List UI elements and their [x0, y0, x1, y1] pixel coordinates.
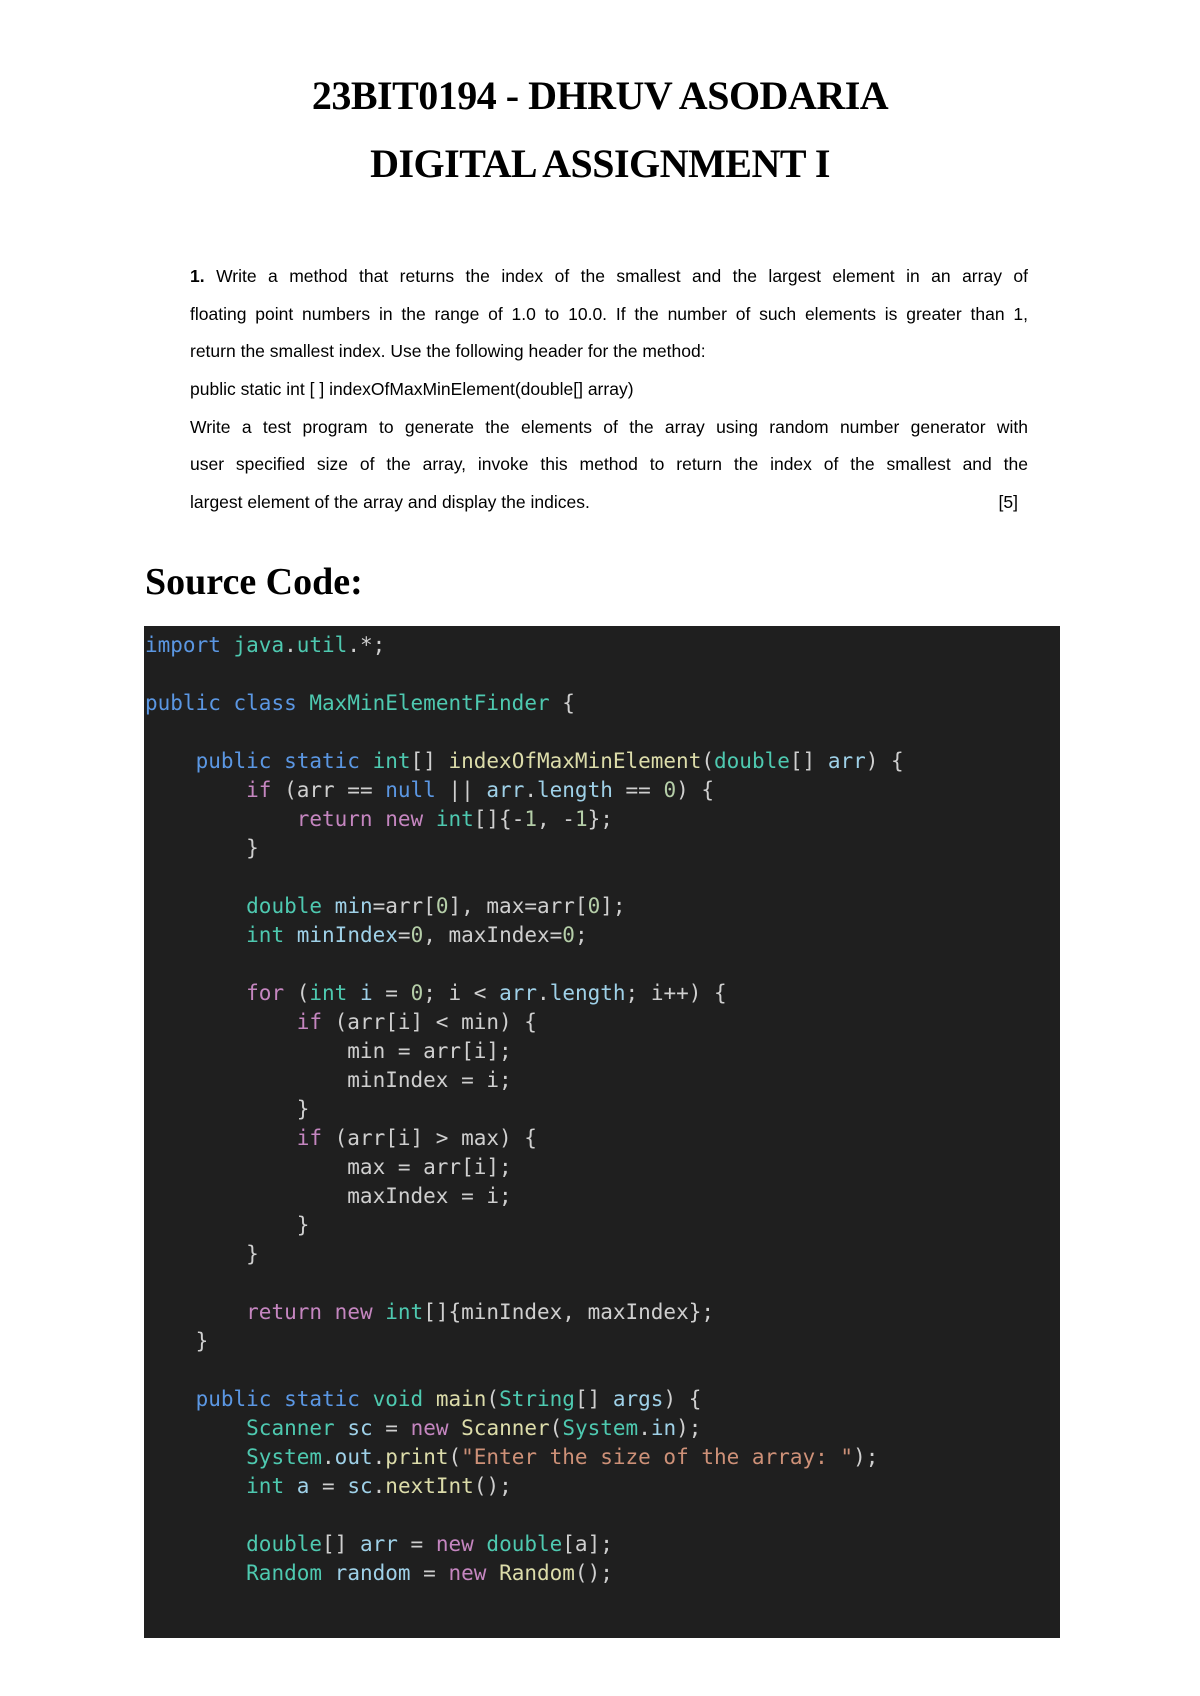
code-listing: [145, 631, 904, 1588]
code-token: [145, 749, 196, 773]
code-token: 1: [524, 807, 537, 831]
marks-label: [5]: [998, 492, 1018, 513]
code-token: []: [322, 1532, 360, 1556]
code-token: maxIndex = i;: [145, 1184, 512, 1208]
code-token: System: [562, 1416, 639, 1440]
code-token: Scanner: [246, 1416, 335, 1440]
code-token: [322, 1300, 335, 1324]
code-token: [145, 1474, 246, 1498]
code-token: return: [246, 1300, 323, 1324]
code-token: []: [410, 749, 449, 773]
code-token: if: [296, 1126, 323, 1150]
code-token: arr: [359, 1532, 398, 1556]
code-token: arr: [499, 981, 538, 1005]
code-token: if: [246, 778, 272, 802]
code-token: new: [385, 807, 424, 831]
code-token: (: [701, 749, 715, 773]
code-token: .: [372, 1474, 386, 1498]
code-token: [322, 894, 335, 918]
code-token: min: [334, 894, 373, 918]
code-token: minIndex: [296, 923, 398, 947]
code-token: 0: [435, 894, 449, 918]
code-line: [145, 834, 904, 863]
assignment-title: DIGITAL ASSIGNMENT I: [370, 141, 830, 186]
code-token: [221, 633, 234, 657]
code-token: [145, 923, 246, 947]
code-token: util: [296, 633, 348, 657]
code-token: [284, 923, 297, 947]
code-token: [373, 1300, 386, 1324]
code-token: java: [233, 633, 285, 657]
student-name-heading: 23BIT0194 - DHRUV ASODARIA: [311, 73, 889, 118]
code-token: =: [397, 923, 411, 947]
code-line: [145, 689, 904, 718]
code-token: 0: [562, 923, 575, 947]
code-token: }: [145, 1213, 310, 1237]
code-token: 1: [574, 807, 588, 831]
code-token: nextInt: [385, 1474, 474, 1498]
code-token: }: [145, 1242, 259, 1266]
code-token: , maxIndex=: [423, 923, 563, 947]
code-token: (: [448, 1445, 462, 1469]
code-token: "Enter the size of the array: ": [461, 1445, 854, 1469]
code-token: [145, 1561, 246, 1585]
code-token: []{-: [473, 807, 525, 831]
code-line: [145, 631, 904, 660]
code-token: [145, 981, 246, 1005]
code-token: .: [524, 778, 537, 802]
code-token: ;: [574, 923, 588, 947]
code-token: out: [334, 1445, 373, 1469]
code-token: random: [334, 1561, 411, 1585]
code-token: ; i++) {: [625, 981, 727, 1005]
method-header-line: public static int [ ] indexOfMaxMinElement(double[] array): [190, 379, 634, 400]
code-token: );: [853, 1445, 879, 1469]
code-token: indexOfMaxMinElement: [448, 749, 702, 773]
code-token: ) {: [865, 749, 904, 773]
code-line: [145, 1530, 904, 1559]
code-token: 0: [587, 894, 601, 918]
question-line-5: Write a test program to generate the elements of the array using random number generator with: [190, 416, 1028, 437]
code-line: [145, 1443, 904, 1472]
question-line-2: floating point numbers in the range of 1.0 to 10.0. If the number of such elements is greater than 1,: [190, 303, 1028, 324]
code-token: [221, 691, 234, 715]
code-token: int: [246, 1474, 285, 1498]
code-token: [145, 1300, 246, 1324]
code-token: arr: [486, 778, 525, 802]
code-line: [145, 1211, 904, 1240]
question-line-7: [190, 484, 1028, 522]
code-token: System: [246, 1445, 323, 1469]
code-token: =: [372, 981, 411, 1005]
code-token: (arr[i] > max) {: [322, 1126, 537, 1150]
code-token: .: [638, 1416, 651, 1440]
code-token: [145, 1010, 297, 1034]
code-token: double: [486, 1532, 563, 1556]
code-token: args: [612, 1387, 664, 1411]
code-token: new: [410, 1416, 449, 1440]
code-line: [145, 1124, 904, 1153]
code-token: int: [372, 749, 411, 773]
code-token: length: [549, 981, 626, 1005]
question-text-1: Write a method that returns the index of the smallest and the largest element in an array of: [216, 266, 1028, 286]
code-line: [145, 1037, 904, 1066]
code-token: Scanner: [461, 1416, 550, 1440]
code-token: [145, 1416, 246, 1440]
code-token: (: [486, 1387, 500, 1411]
code-token: .: [372, 1445, 386, 1469]
code-token: }: [145, 1097, 310, 1121]
code-token: import: [145, 633, 221, 657]
code-token: {: [549, 691, 575, 715]
code-token: ();: [574, 1561, 613, 1585]
code-token: public: [145, 691, 221, 715]
code-block: [144, 626, 1060, 1638]
code-token: int: [246, 923, 285, 947]
code-line: [145, 1472, 904, 1501]
question-line-3: return the smallest index. Use the following header for the method:: [190, 341, 706, 362]
code-line: [145, 1501, 904, 1530]
code-token: 0: [410, 923, 424, 947]
code-token: , -: [537, 807, 575, 831]
code-line: [145, 718, 904, 747]
code-token: 0: [663, 778, 677, 802]
code-token: minIndex = i;: [145, 1068, 512, 1092]
code-token: =: [397, 1532, 436, 1556]
code-token: []: [574, 1387, 613, 1411]
code-token: arr: [827, 749, 866, 773]
code-line: [145, 1095, 904, 1124]
code-token: String: [499, 1387, 575, 1411]
code-token: Random: [499, 1561, 575, 1585]
code-token: class: [233, 691, 297, 715]
code-token: );: [676, 1416, 702, 1440]
code-token: [a];: [562, 1532, 613, 1556]
code-token: ], max=arr[: [448, 894, 588, 918]
code-token: [347, 981, 360, 1005]
code-token: int: [309, 981, 348, 1005]
code-token: [297, 691, 310, 715]
code-token: [335, 1416, 348, 1440]
question-text-7: largest element of the array and display the indices.: [190, 492, 590, 513]
code-token: [322, 1561, 335, 1585]
code-token: [145, 894, 246, 918]
code-token: [271, 1387, 284, 1411]
code-token: ();: [473, 1474, 512, 1498]
code-token: if: [296, 1010, 323, 1034]
code-token: [145, 1126, 297, 1150]
code-line: [145, 1385, 904, 1414]
question-number: 1.: [190, 266, 205, 286]
code-token: new: [448, 1561, 487, 1585]
code-token: for: [246, 981, 285, 1005]
code-token: [486, 1561, 499, 1585]
code-token: ; i <: [423, 981, 500, 1005]
source-code-heading: Source Code:: [145, 561, 363, 603]
code-token: a: [296, 1474, 310, 1498]
code-token: in: [650, 1416, 677, 1440]
code-line: [145, 1182, 904, 1211]
code-token: MaxMinElementFinder: [309, 691, 550, 715]
code-token: ) {: [676, 778, 715, 802]
code-token: 0: [410, 981, 424, 1005]
code-line: [145, 1298, 904, 1327]
code-token: print: [385, 1445, 449, 1469]
code-token: =: [372, 1416, 411, 1440]
code-token: min = arr[i];: [145, 1039, 512, 1063]
code-token: double: [246, 894, 323, 918]
code-token: (arr ==: [271, 778, 386, 802]
code-token: max = arr[i];: [145, 1155, 512, 1179]
code-token: (: [284, 981, 310, 1005]
code-line: [145, 1356, 904, 1385]
code-token: int: [385, 1300, 424, 1324]
code-token: };: [587, 807, 613, 831]
code-token: double: [246, 1532, 323, 1556]
code-token: static: [284, 1387, 360, 1411]
code-token: length: [537, 778, 613, 802]
code-token: null: [385, 778, 436, 802]
code-token: public: [195, 1387, 272, 1411]
code-token: sc: [347, 1416, 373, 1440]
code-token: return: [296, 807, 373, 831]
code-line: [145, 1269, 904, 1298]
code-token: [271, 749, 284, 773]
code-token: new: [334, 1300, 373, 1324]
code-line: [145, 892, 904, 921]
code-line: [145, 863, 904, 892]
code-token: }: [145, 836, 259, 860]
code-line: [145, 747, 904, 776]
code-token: ==: [612, 778, 664, 802]
code-token: [474, 1532, 487, 1556]
code-token: [360, 749, 373, 773]
code-token: [373, 807, 386, 831]
code-line: [145, 1066, 904, 1095]
code-token: []{minIndex, maxIndex};: [423, 1300, 714, 1324]
code-token: static: [284, 749, 360, 773]
code-line: [145, 660, 904, 689]
code-token: []: [789, 749, 828, 773]
code-token: [145, 1445, 246, 1469]
code-line: [145, 805, 904, 834]
code-token: new: [435, 1532, 474, 1556]
code-token: [423, 1387, 436, 1411]
code-token: .: [537, 981, 550, 1005]
code-line: [145, 1240, 904, 1269]
code-token: [145, 778, 246, 802]
code-line: [145, 1559, 904, 1588]
code-token: [145, 1532, 246, 1556]
code-token: Random: [246, 1561, 323, 1585]
code-token: int: [435, 807, 474, 831]
code-token: .: [284, 633, 297, 657]
code-line: [145, 776, 904, 805]
code-token: void: [372, 1387, 424, 1411]
code-token: main: [435, 1387, 487, 1411]
code-token: =arr[: [372, 894, 436, 918]
code-token: sc: [347, 1474, 373, 1498]
code-token: =: [309, 1474, 348, 1498]
code-token: [423, 807, 436, 831]
code-line: [145, 979, 904, 1008]
code-token: }: [145, 1329, 209, 1353]
code-token: (arr[i] < min) {: [322, 1010, 537, 1034]
question-line-6: user specified size of the array, invoke this method to return the index of the smallest and the: [190, 454, 1028, 475]
code-token: ) {: [663, 1387, 702, 1411]
code-token: [449, 1416, 462, 1440]
code-token: [145, 807, 297, 831]
code-line: [145, 1153, 904, 1182]
code-line: [145, 1008, 904, 1037]
code-line: [145, 1414, 904, 1443]
code-token: double: [714, 749, 790, 773]
code-line: [145, 921, 904, 950]
code-token: [145, 1387, 196, 1411]
question-line-1: [190, 258, 1028, 296]
code-token: =: [410, 1561, 449, 1585]
code-line: [145, 950, 904, 979]
code-token: .*;: [347, 633, 386, 657]
code-token: ];: [600, 894, 626, 918]
code-token: (: [549, 1416, 563, 1440]
code-token: ||: [435, 778, 487, 802]
code-line: [145, 1327, 904, 1356]
code-token: i: [359, 981, 373, 1005]
code-token: [360, 1387, 373, 1411]
code-token: [284, 1474, 297, 1498]
question-block: [190, 258, 1028, 522]
code-token: public: [195, 749, 272, 773]
code-token: .: [322, 1445, 335, 1469]
